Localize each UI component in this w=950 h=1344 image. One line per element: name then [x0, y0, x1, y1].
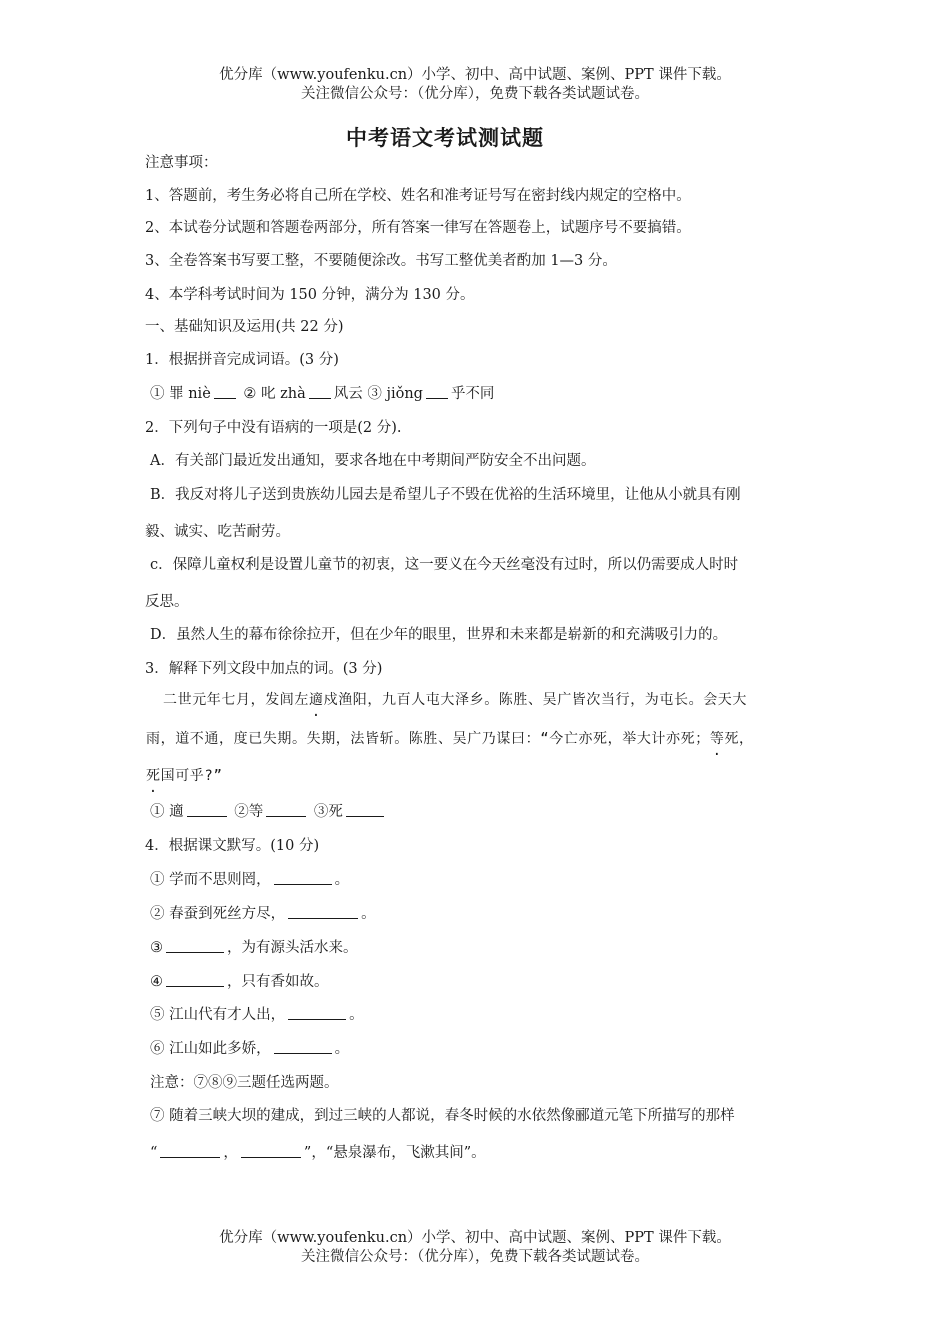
q4-item-text: ”，“悬泉瀑布，飞漱其间”。 — [303, 1145, 486, 1161]
q4-blank-1[interactable] — [274, 870, 332, 885]
q2-option-d: D．虽然人生的幕布徐徐拉开，但在少年的眼里，世界和未来都是崭新的和充满吸引力的。 — [150, 627, 728, 643]
q3-dotted-word-1: 適 — [309, 692, 324, 708]
q2-option-c-line2: 反思。 — [145, 594, 189, 610]
footer-line-2: 关注微信公众号：（优分库），免费下载各类试题试卷。 — [301, 1249, 649, 1265]
q3-dotted-word-2: 等 — [709, 731, 725, 747]
q3-answers — [150, 802, 387, 822]
q4-item-text: 。 — [361, 906, 376, 922]
q3-passage-text: 戍渔阳，九百人屯大泽乡。陈胜、吴广皆次当行，为屯长。会天大 — [323, 692, 748, 708]
note-item-2: 2、本试卷分试题和答题卷两部分，所有答案一律写在答题卷上，试题序号不要搞错。 — [145, 220, 691, 236]
section-heading: 一、基础知识及运用(共 22 分) — [145, 319, 344, 335]
q4-item-5 — [150, 1005, 364, 1025]
q4-blank-7a[interactable] — [160, 1143, 220, 1158]
q4-blank-7b[interactable] — [241, 1143, 301, 1158]
q4-item-text: 。 — [334, 1041, 350, 1057]
q4-blank-2[interactable] — [288, 904, 358, 919]
q4-item-7-line1: ⑦ 随着三峡大坝的建成，到过三峡的人都说，春冬时候的水依然像郦道元笔下所描写的那样 — [150, 1108, 735, 1124]
q4-item-text: 。 — [349, 1007, 364, 1023]
q1-blank-b[interactable] — [309, 384, 331, 399]
q3-passage-line1 — [163, 690, 747, 710]
q1-item-b: ② 叱 zhà — [243, 386, 306, 402]
q3-blank-3[interactable] — [346, 802, 384, 817]
q4-blank-6[interactable] — [274, 1039, 332, 1054]
q3-blank-1[interactable] — [187, 802, 227, 817]
q3-answer-label-3: ③死 — [313, 804, 343, 820]
q4-note: 注意：⑦⑧⑨三题任选两题。 — [150, 1075, 339, 1091]
q4-item-text: ① 学而不思则罔， — [150, 872, 271, 888]
q1-items — [150, 384, 494, 404]
q4-item-7-line2 — [150, 1143, 486, 1163]
q3-passage-line2 — [146, 729, 754, 749]
q4-item-2 — [150, 904, 376, 924]
q4-item-text: ⑤ 江山代有才人出， — [150, 1007, 286, 1023]
q4-item-3 — [150, 938, 358, 958]
q3-passage-text: 二世元年七月，发闾左 — [163, 692, 309, 708]
note-item-4: 4、本学科考试时间为 150 分钟，满分为 130 分。 — [145, 287, 475, 303]
q4-item-6 — [150, 1039, 349, 1059]
q4-item-text: ，为有源头活水来。 — [227, 940, 358, 956]
header-line-1: 优分库（www.youfenku.cn）小学、初中、高中试题、案例、PPT 课件下载。 — [219, 67, 731, 83]
q3-passage-text: 国可乎?” — [160, 768, 223, 784]
q1-item-c-suffix: 乎不同 — [450, 386, 495, 402]
q4-blank-4[interactable] — [166, 972, 224, 987]
q2-option-b-line1: B．我反对将儿子送到贵族幼儿园去是希望儿子不毁在优裕的生活环境里，让他从小就具有刚 — [150, 487, 741, 503]
q1-item-c: ③ jiǒng — [367, 386, 423, 402]
q2-option-a: A．有关部门最近发出通知，要求各地在中考期间严防安全不出问题。 — [150, 453, 596, 469]
q4-stem: 4．根据课文默写。(10 分) — [145, 838, 320, 854]
header-line-2: 关注微信公众号：（优分库），免费下载各类试题试卷。 — [301, 86, 649, 102]
q4-item-text: ④ — [150, 974, 163, 990]
page-title: 中考语文考试测试题 — [346, 126, 544, 150]
notes-heading: 注意事项： — [145, 155, 218, 171]
q3-stem: 3．解释下列文段中加点的词。(3 分) — [145, 661, 383, 677]
q1-item-a: ① 罪 niè — [150, 386, 211, 402]
q4-item-4 — [150, 972, 329, 992]
q4-item-text: ，只有香如故。 — [227, 974, 329, 990]
q3-blank-2[interactable] — [266, 802, 306, 817]
q4-item-1 — [150, 870, 349, 890]
q4-item-text: ② 春蚕到死丝方尽， — [150, 906, 286, 922]
q3-dotted-word-3: 死 — [146, 768, 161, 784]
page-footer — [0, 1229, 950, 1267]
q2-option-b-line2: 毅、诚实、吃苦耐劳。 — [145, 524, 290, 540]
q1-blank-a[interactable] — [214, 384, 236, 399]
q4-item-text: 。 — [334, 872, 350, 888]
q4-item-text: ⑥ 江山如此多娇， — [150, 1041, 271, 1057]
q4-blank-3[interactable] — [166, 938, 224, 953]
q4-item-text: ， — [223, 1145, 238, 1161]
q3-answer-label-2: ②等 — [234, 804, 264, 820]
q3-passage-line3 — [146, 766, 222, 786]
q4-item-text: ③ — [150, 940, 163, 956]
q2-option-c-line1: c．保障儿童权利是设置儿童节的初衷，这一要义在今天丝毫没有过时，所以仍需要成人时时 — [150, 557, 739, 573]
q3-answer-label-1: ① 適 — [150, 804, 184, 820]
q1-item-b-suffix: 风云 — [333, 386, 363, 402]
q1-stem: 1．根据拼音完成词语。(3 分) — [145, 352, 339, 368]
q3-passage-text: 死， — [724, 731, 754, 747]
q3-passage-text: 雨，道不通，度已失期。失期，法皆斩。陈胜、吴广乃谋曰：“今亡亦死，举大计亦死； — [146, 731, 710, 747]
q4-item-text: “ — [150, 1145, 158, 1161]
q1-blank-c[interactable] — [426, 384, 448, 399]
footer-line-1: 优分库（www.youfenku.cn）小学、初中、高中试题、案例、PPT 课件下载。 — [219, 1230, 731, 1246]
q2-stem: 2．下列句子中没有语病的一项是(2 分). — [145, 420, 402, 436]
note-item-3: 3、全卷答案书写要工整，不要随便涂改。书写工整优美者酌加 1—3 分。 — [145, 253, 617, 269]
note-item-1: 1、答题前，考生务必将自己所在学校、姓名和准考证号写在密封线内规定的空格中。 — [145, 188, 691, 204]
q4-blank-5[interactable] — [288, 1005, 346, 1020]
page-header — [0, 66, 950, 104]
